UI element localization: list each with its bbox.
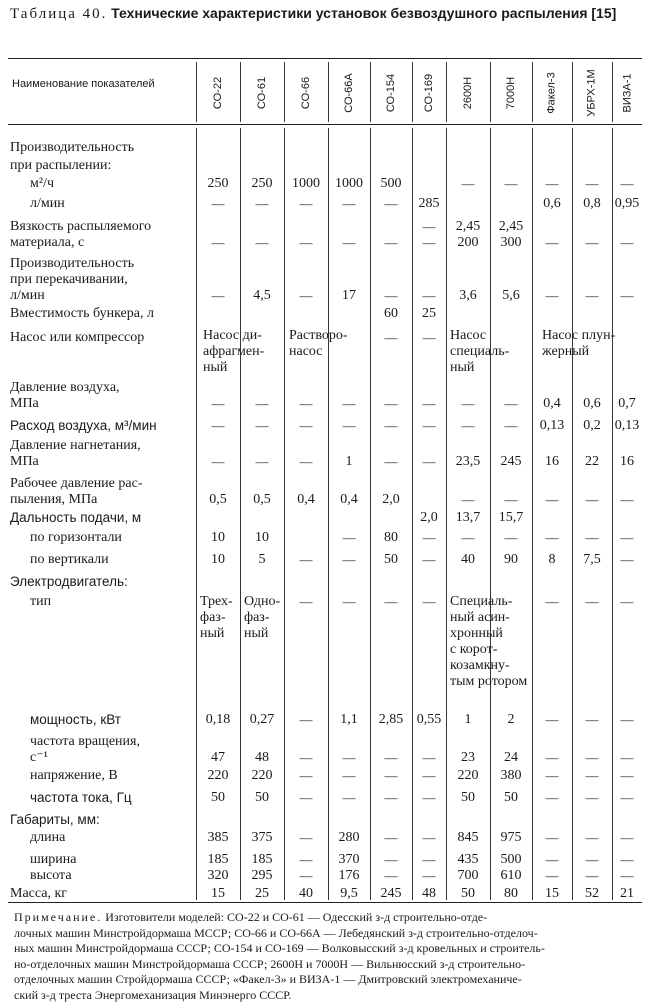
- table-cell: 0,13: [614, 418, 640, 433]
- row-label: частота тока, Гц: [30, 790, 132, 805]
- table-cell: 50: [461, 886, 475, 901]
- table-cell: 250: [251, 176, 273, 191]
- table-cell: 2,85: [378, 712, 404, 727]
- row-label: Дальность подачи, м: [10, 510, 142, 525]
- table-cell: 48: [422, 886, 436, 901]
- column-header: [612, 62, 642, 124]
- table-cell: —: [504, 530, 518, 545]
- table-cell: 285: [418, 196, 440, 211]
- table-cell: —: [422, 235, 436, 250]
- row-label: Вязкость распыляемого: [10, 219, 152, 234]
- table-cell: —: [545, 852, 559, 867]
- table-cell: —: [545, 235, 559, 250]
- table-cell: 0,18: [205, 712, 231, 727]
- table-cell: —: [422, 768, 436, 783]
- table-cell: 0,8: [583, 196, 601, 211]
- column-header-label: 7000Н: [504, 76, 517, 110]
- column-header: [532, 62, 572, 124]
- table-cell: 375: [251, 830, 273, 845]
- table-cell: —: [545, 594, 559, 609]
- table-cell: —: [585, 750, 599, 765]
- table-cell: —: [461, 396, 475, 411]
- table-cell: —: [620, 790, 634, 805]
- table-cell: —: [255, 196, 269, 211]
- table-cell: 0,2: [583, 418, 601, 433]
- table-cell: 975: [500, 830, 522, 845]
- table-cell: 0,4: [297, 492, 315, 507]
- table-cell: 21: [620, 886, 634, 901]
- row-label: Давление воздуха,: [10, 380, 120, 395]
- table-cell: —: [342, 396, 356, 411]
- motor-three-phase: Трех- фаз- ный: [200, 594, 233, 641]
- table-cell: —: [384, 868, 398, 883]
- table-cell: —: [422, 830, 436, 845]
- table-cell: 50: [461, 790, 475, 805]
- table-cell: —: [384, 196, 398, 211]
- table-caption: Технические характеристики установок безвоздушного распыления [15]: [111, 5, 617, 21]
- table-cell: 90: [504, 552, 518, 567]
- table-cell: 5,6: [502, 288, 520, 303]
- column-header-label: СО-169: [423, 73, 435, 113]
- table-cell: —: [299, 750, 313, 765]
- table-cell: —: [620, 852, 634, 867]
- table-cell: 22: [585, 454, 599, 469]
- table-cell: —: [461, 530, 475, 545]
- table-cell: —: [620, 830, 634, 845]
- table-cell: —: [461, 492, 475, 507]
- row-label: Давление нагнетания,: [10, 438, 141, 453]
- table-cell: —: [299, 454, 313, 469]
- table-cell: 5: [258, 552, 266, 567]
- table-cell: —: [299, 396, 313, 411]
- table-cell: —: [384, 768, 398, 783]
- table-cell: 185: [251, 852, 273, 867]
- table-cell: —: [384, 790, 398, 805]
- table-cell: 280: [338, 830, 360, 845]
- table-cell: —: [422, 418, 436, 433]
- table-cell: —: [585, 176, 599, 191]
- table-cell: 1000: [292, 176, 320, 191]
- table-cell: 2,0: [382, 492, 400, 507]
- table-cell: —: [342, 750, 356, 765]
- row-label: МПа: [10, 454, 39, 469]
- table-cell: —: [299, 552, 313, 567]
- table-cell: 2,45: [498, 219, 524, 234]
- note-line-5: ский з-д треста Энергомеханизация Минэнерго СССР.: [14, 987, 292, 1002]
- footnote: [14, 910, 644, 1003]
- table-cell: —: [545, 530, 559, 545]
- table-cell: 10: [211, 552, 225, 567]
- table-cell: 380: [500, 768, 522, 783]
- table-cell: —: [545, 492, 559, 507]
- table-cell: —: [384, 288, 398, 303]
- table-cell: —: [422, 552, 436, 567]
- pump-diaphragm: Насос ди- афрагмен- ный: [203, 328, 265, 375]
- row-label: л/мин: [10, 288, 45, 303]
- table-cell: 10: [211, 530, 225, 545]
- header-rule: [8, 124, 642, 125]
- top-rule: [8, 58, 642, 59]
- table-cell: 0,6: [543, 196, 561, 211]
- table-cell: —: [585, 594, 599, 609]
- table-cell: —: [620, 750, 634, 765]
- table-cell: —: [299, 712, 313, 727]
- column-header: [446, 62, 490, 124]
- table-cell: —: [585, 492, 599, 507]
- table-cell: —: [504, 418, 518, 433]
- motor-single-phase: Одно- фаз- ный: [244, 594, 281, 641]
- table-cell: —: [504, 396, 518, 411]
- table-cell: 50: [504, 790, 518, 805]
- table-cell: 80: [504, 886, 518, 901]
- table-cell: —: [299, 418, 313, 433]
- pump-special: Насос специаль- ный: [450, 328, 510, 375]
- table-cell: 0,6: [583, 396, 601, 411]
- table-cell: 320: [207, 868, 229, 883]
- table-cell: 2: [507, 712, 515, 727]
- bottom-rule: [8, 902, 642, 903]
- table-cell: 52: [585, 886, 599, 901]
- column-header: [370, 62, 412, 124]
- table-cell: —: [422, 330, 436, 345]
- table-cell: 50: [211, 790, 225, 805]
- table-cell: 176: [338, 868, 360, 883]
- row-label: высота: [30, 868, 72, 883]
- table-cell: 700: [457, 868, 479, 883]
- row-label: мощность, кВт: [30, 712, 121, 727]
- table-cell: —: [585, 288, 599, 303]
- table-cell: —: [545, 176, 559, 191]
- table-cell: 220: [457, 768, 479, 783]
- table-cell: —: [422, 288, 436, 303]
- table-cell: 15,7: [498, 510, 524, 525]
- table-cell: 2,45: [455, 219, 481, 234]
- table-cell: —: [299, 196, 313, 211]
- table-cell: —: [545, 768, 559, 783]
- table-cell: —: [620, 768, 634, 783]
- table-cell: —: [585, 852, 599, 867]
- table-cell: —: [299, 768, 313, 783]
- column-header: [196, 62, 240, 124]
- row-label: по горизонтали: [30, 530, 122, 545]
- table-cell: —: [422, 396, 436, 411]
- table-cell: —: [422, 454, 436, 469]
- pump-mortar: Растворо- насос: [289, 328, 348, 359]
- table-cell: —: [384, 454, 398, 469]
- table-cell: —: [342, 790, 356, 805]
- column-header: [328, 62, 370, 124]
- table-cell: —: [255, 396, 269, 411]
- row-label: Производительность: [10, 140, 135, 155]
- table-cell: 17: [342, 288, 356, 303]
- table-cell: —: [620, 492, 634, 507]
- table-cell: 500: [500, 852, 522, 867]
- table-cell: —: [342, 594, 356, 609]
- table-cell: 23,5: [455, 454, 481, 469]
- table-cell: —: [461, 418, 475, 433]
- table-cell: —: [342, 530, 356, 545]
- column-header-label: 2600Н: [461, 76, 474, 110]
- column-header-label: ВИЗА-1: [621, 73, 634, 113]
- table-cell: —: [461, 176, 475, 191]
- note-label: Примечание.: [14, 910, 103, 924]
- table-cell: 50: [384, 552, 398, 567]
- column-header-label: СО-61: [255, 76, 268, 110]
- row-label: с⁻¹: [30, 750, 48, 765]
- row-label: Электродвигатель:: [10, 574, 128, 589]
- table-cell: —: [211, 288, 225, 303]
- table-cell: 25: [255, 886, 269, 901]
- table-cell: —: [299, 235, 313, 250]
- column-header-label: СО-66А: [343, 73, 355, 113]
- table-cell: 50: [255, 790, 269, 805]
- table-cell: 0,7: [618, 396, 636, 411]
- row-label: длина: [30, 830, 66, 845]
- table-cell: —: [384, 330, 398, 345]
- table-cell: —: [384, 396, 398, 411]
- table-cell: 16: [545, 454, 559, 469]
- table-cell: —: [620, 594, 634, 609]
- table-cell: —: [211, 196, 225, 211]
- table-cell: —: [299, 852, 313, 867]
- table-cell: 16: [620, 454, 634, 469]
- column-header-label: СО-66: [299, 76, 312, 110]
- table-cell: 48: [255, 750, 269, 765]
- table-cell: —: [620, 712, 634, 727]
- row-label: л/мин: [30, 196, 65, 211]
- table-cell: —: [422, 868, 436, 883]
- column-header-label: Факел-3: [546, 72, 558, 114]
- table-cell: 0,4: [340, 492, 358, 507]
- table-cell: —: [545, 790, 559, 805]
- table-cell: —: [422, 219, 436, 234]
- table-cell: —: [585, 712, 599, 727]
- row-label: Масса, кг: [10, 886, 68, 901]
- table-cell: 245: [500, 454, 522, 469]
- row-label: напряжение, В: [30, 768, 118, 783]
- table-cell: —: [620, 235, 634, 250]
- table-cell: 370: [338, 852, 360, 867]
- table-cell: —: [504, 492, 518, 507]
- column-header: [572, 62, 612, 124]
- table-cell: 1,1: [340, 712, 358, 727]
- table-cell: —: [504, 176, 518, 191]
- row-label: Рабочее давление рас-: [10, 476, 143, 491]
- table-cell: —: [255, 235, 269, 250]
- table-cell: 845: [457, 830, 479, 845]
- table-cell: —: [342, 196, 356, 211]
- table-cell: —: [585, 768, 599, 783]
- row-label: при распылении:: [10, 158, 112, 173]
- table-cell: 4,5: [253, 288, 271, 303]
- table-cell: 2,0: [420, 510, 438, 525]
- note-line-0: Изготовители моделей: СО-22 и СО-61 — Одесский з-д строительно-отде-: [105, 910, 488, 924]
- row-label: материала, с: [10, 235, 85, 250]
- table-cell: 185: [207, 852, 229, 867]
- table-cell: —: [620, 868, 634, 883]
- table-cell: —: [342, 235, 356, 250]
- table-cell: 60: [384, 306, 398, 321]
- note-line-1: лочных машин Минстройдормаша МССР; СО-66 и СО-66А — Лебедянский з-д строительно-отделоч-: [14, 925, 538, 940]
- table-cell: —: [422, 594, 436, 609]
- table-cell: 435: [457, 852, 479, 867]
- table-cell: 200: [457, 235, 479, 250]
- row-label: при перекачивании,: [10, 272, 128, 287]
- name-column-header: Наименование показателей: [12, 78, 155, 90]
- table-cell: 7,5: [583, 552, 601, 567]
- column-header: [490, 62, 532, 124]
- column-header: [240, 62, 284, 124]
- table-cell: —: [585, 830, 599, 845]
- table-cell: —: [342, 418, 356, 433]
- table-cell: 1: [345, 454, 353, 469]
- row-label: Габариты, мм:: [10, 812, 100, 827]
- table-cell: —: [545, 830, 559, 845]
- table-cell: —: [384, 750, 398, 765]
- table-cell: —: [211, 418, 225, 433]
- row-label: пыления, МПа: [10, 492, 98, 507]
- table-cell: 47: [211, 750, 225, 765]
- table-cell: —: [211, 235, 225, 250]
- table-cell: —: [422, 790, 436, 805]
- table-cell: 80: [384, 530, 398, 545]
- table-cell: —: [384, 594, 398, 609]
- row-label: м²/ч: [30, 176, 54, 191]
- table-cell: 0,5: [253, 492, 271, 507]
- table-cell: —: [299, 830, 313, 845]
- row-label: Насос или компрессор: [10, 330, 145, 345]
- row-label: Вместимость бункера, л: [10, 306, 154, 321]
- table-cell: —: [384, 235, 398, 250]
- table-cell: —: [211, 454, 225, 469]
- table-cell: —: [342, 768, 356, 783]
- table-cell: —: [422, 750, 436, 765]
- table-cell: 245: [380, 886, 402, 901]
- table-cell: —: [620, 530, 634, 545]
- table-cell: 9,5: [340, 886, 358, 901]
- table-cell: —: [342, 552, 356, 567]
- table-cell: 0,27: [249, 712, 275, 727]
- table-cell: 0,4: [543, 396, 561, 411]
- table-cell: —: [255, 418, 269, 433]
- table-cell: —: [299, 868, 313, 883]
- table-cell: 0,95: [614, 196, 640, 211]
- table-cell: —: [299, 594, 313, 609]
- table-cell: 0,5: [209, 492, 227, 507]
- table-cell: —: [545, 750, 559, 765]
- table-cell: —: [422, 530, 436, 545]
- table-cell: 0,55: [416, 712, 442, 727]
- column-header-label: СО-22: [211, 76, 224, 110]
- row-label: МПа: [10, 396, 39, 411]
- table-cell: —: [545, 868, 559, 883]
- row-label: частота вращения,: [30, 734, 140, 749]
- table-cell: 40: [299, 886, 313, 901]
- column-header: [412, 62, 446, 124]
- row-label: Расход воздуха, м³/мин: [10, 418, 157, 433]
- table-cell: —: [299, 288, 313, 303]
- table-cell: —: [585, 790, 599, 805]
- table-cell: 250: [207, 176, 229, 191]
- table-cell: 300: [500, 235, 522, 250]
- motor-special: Специаль- ный асин- хронный с корот- козамкну- тым ротором: [450, 594, 528, 689]
- table-cell: 1000: [335, 176, 363, 191]
- note-line-3: но-отделочных машин Минстройдормаша СССР; 2600Н и 7000Н — Вильнюсский з-д строительно-: [14, 956, 526, 971]
- table-cell: —: [422, 852, 436, 867]
- row-label: Производительность: [10, 256, 135, 271]
- table-number: Таблица 40.: [10, 6, 108, 22]
- table-title: [10, 4, 640, 23]
- table-cell: —: [384, 852, 398, 867]
- table-cell: 220: [251, 768, 273, 783]
- table-cell: 220: [207, 768, 229, 783]
- table-cell: 13,7: [455, 510, 481, 525]
- table-cell: —: [585, 868, 599, 883]
- row-label: ширина: [30, 852, 77, 867]
- row-label: по вертикали: [30, 552, 109, 567]
- table-cell: —: [384, 418, 398, 433]
- table-cell: 610: [500, 868, 522, 883]
- table-cell: 3,6: [459, 288, 477, 303]
- table-cell: —: [620, 176, 634, 191]
- table-cell: 0,13: [539, 418, 565, 433]
- table-cell: 10: [255, 530, 269, 545]
- table-cell: —: [585, 530, 599, 545]
- table-cell: 25: [422, 306, 436, 321]
- pump-plunger: Насос плун- жерный: [542, 328, 616, 359]
- note-line-4: отделочных машин Стройдормаша СССР; «Факел-3» и ВИЗА-1 — Дмитровский электромеханиче-: [14, 972, 522, 986]
- table-cell: —: [211, 396, 225, 411]
- row-label: тип: [30, 594, 52, 609]
- table-cell: —: [299, 790, 313, 805]
- table-cell: 15: [211, 886, 225, 901]
- table-cell: —: [620, 552, 634, 567]
- table-cell: 385: [207, 830, 229, 845]
- table-cell: —: [255, 454, 269, 469]
- table-cell: 23: [461, 750, 475, 765]
- table-cell: 1: [464, 712, 472, 727]
- column-header-label: УБРХ-1М: [586, 69, 598, 117]
- table-cell: —: [545, 288, 559, 303]
- column-header-label: СО-154: [385, 73, 397, 113]
- table-cell: —: [620, 288, 634, 303]
- table-cell: 24: [504, 750, 518, 765]
- table-cell: 40: [461, 552, 475, 567]
- note-line-2: ных машин Минстройдормаша СССР; СО-154 и СО-169 — Волковысский з-д кровельных и строитель-: [14, 941, 545, 955]
- table-cell: 295: [251, 868, 273, 883]
- table-cell: —: [585, 235, 599, 250]
- column-header: [284, 62, 328, 124]
- table-cell: 500: [380, 176, 402, 191]
- table-cell: —: [384, 830, 398, 845]
- table-cell: —: [545, 712, 559, 727]
- table-cell: 8: [548, 552, 556, 567]
- table-cell: 15: [545, 886, 559, 901]
